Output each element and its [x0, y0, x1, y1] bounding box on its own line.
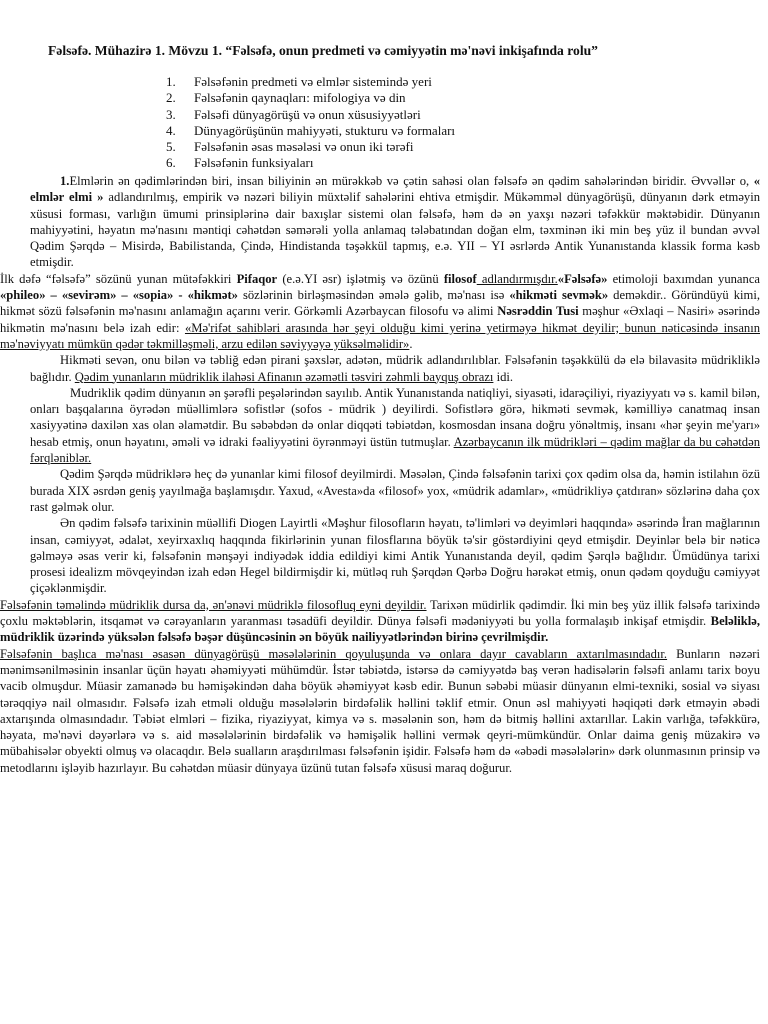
paragraph-5: Qədim Şərqdə müdriklərə heç də yunanlar kimi filosof deyilmirdi. Məsələn, Çində fəlsəfənin tarixi çox qədim olsa da, həmin istilahın özü burada XIX əsrdən geniş yayılmağa başlamışdır. Yaxud, «Avesta»da «filosof» yox, «müdrik adamlar», «müdrikliyə çatdıran» sözlərinə daha çox rast gəlmək olur. [30, 467, 760, 514]
paragraph-8: Fəlsəfənin başlıca mə'nası əsasən dünyagörüşü məsələlərinin qoyuluşunda və onlara dayır cavabların axtarılmasındadır. Bunların nəzəri mənimsənilməsinin insanlar üçün həyatı əhəmiyyəti mühümdür. İstər təbiətdə, istərsə də cəmiyyətdə baş verən hadisələrin fəlsəfi anlamı tarix boyu vacib olmuşdur. Müasir zamanədə bu həmişəkindən daha böyük əhəmiyyət kəsb edir. Bunun səbəbi müasir dünyanın elmi-texniki, sosial və siyası tərəqqiyə nail olmasıdır. Fəlsəfə izah etməli olduğu məsələlərin birdəfəlik həllini təklif etmir. Onun əsl mahiyyəti həqiqəti dərk etməyin əbədi axtarışında olmasındadır. Təbiət elmləri – fizika, riyaziyyat, kimya və s. məsələnin son, həm də bitmiş həllini axtarıllar. Lakin varlığa, təfəkkürə, həyata, mə'nəvi dəyərlərə və s. aid məsələlərinin birdəfəlik və həmişəlik həllini vermək qeyri-mümkündür. Onlar daima geniş müzakirə və mübahisələr obyekti olmuş və olacaqdır. Belə sualların araşdırılması fəlsəfənin işidir. Fəlsəfə həm də «əbədi məsələlərin» dərk olunmasının prinsip və metodlarını işləyib hazırlayır. Bu cəhətdən müasir dünyaya üzünü tutan fəlsəfə xüsusi maraq doğurur. [0, 646, 760, 775]
topic-item: 2. Fəlsəfənin qaynaqları: mifologiya və din [166, 90, 406, 106]
topic-item: 4. Dünyagörüşünün mahiyyəti, stukturu və formaları [166, 122, 456, 138]
paragraph-3: Hikməti sevən, onu bilən və təbliğ edən pirani şəxslər, adətən, müdrik adlandırılıblar. Fəlsəfənin təşəkkülü də elə bilavasitə müdrikliklə bağlıdır. Qədim yunanların müdriklik ilahəsi Afinanın əzəmətli təsviri zəhmli bayquş obrazı idi. [30, 353, 760, 384]
paragraph-4: Mudriklik qədim dünyanın ən şərəfli peşələrindən sayılıb. Antik Yunanıstanda natiqliyi, siyasəti, idarəçiliyi, riyaziyyatı və s. kamil bilən, onları başqalarına öyrədən müəllimlərə sofistlər (sofos - müdrik ) deyilirdi. Sofistlərə görə, hikməti sevmək, kəmilliyə canatmaq insan xasiyyətinə daxilən xas olan əlamətdir. Bu səbəbdən də onlar diqqəti təbiətdən, kosmosdan insana doğru yönəltmiş, insanı «hər şeyin me'yarı» hesab etmiş, onun həyatını, əməli və idraki fəaliyyətini öyrənməyi üstün tutmuşlar. Azərbaycanın ilk müdrikləri – qədim mağlar da bu cəhətdən fərqləniblər. [30, 385, 760, 466]
topic-list [166, 74, 546, 172]
topic-item: 3. Fəlsəfi dünyagörüşü və onun xüsusiyyətləri [166, 106, 421, 122]
paragraph-2: İlk dəfə “fəlsəfə” sözünü yunan mütəfəkkiri Pifaqor (e.ə.YI əsr) işlətmiş və özünü filosof adlandırmışdır.«Fəlsəfə» etimoloji baxımdan yunanca «phileo» – «sevirəm» – «sopia» - «hikmət» sözlərinin birləşməsindən əmələ gəlib, mə'nası isə «hikməti sevmək» deməkdir.. Göründüyü kimi, hikmət sözü fəlsəfənin mə'nasını anlamağın açarını verir. Görkəmli Azərbaycan filosofu və alimi Nəsrəddin Tusi məşhur «Əxlaqi – Nasiri» əsərində hikmətin mə'nasını belə izah edir: «Mə'rifət sahibləri arasında hər şeyi olduğu kimi yerinə yetirməyə hikmət deyilir; bunun nəticəsində insanın mə'nəviyyatı mümkün qədər təkmilləşməli, arzu edilən səviyyəyə yüksəlməlidir». [0, 271, 760, 351]
paragraph-1: 1.Elmlərin ən qədimlərindən biri, insan biliyinin ən mürəkkəb və çətin sahəsi olan fəlsəfə ən qədim sahələrindən biridir. Əvvəllər o, « elmlər elmi » adlandırılmış, empirik və nəzəri biliyin müxtəlif sahələrini ehtiva etmişdir. Mükəmməl dünyagörüşü, dünyanın dərk etməyin xüsusi forması, varlığın ümumi prinsiplərinə dair baxışlar sistemi olan fəlsəfə, həm də ən yaxşı nəzəri təfəkkür məktəbidir. Dünyanın mahiyyətini, həyatın mə'nasını məntiqi cəhətdən səmərəli yolla anlamaq tələbatından doğan elm, təxminən iki min beş yüz il bundan əvvəl Qədim Şərqdə – Misirdə, Babilistanda, Çində, Hindistanda təşəkkül tapmış, e.ə. YII – YI əsrlərdə Antik Yunanıstanda klassik forma kəsb etmişdir. [30, 174, 761, 270]
topic-item: 1. Fəlsəfənin predmeti və elmlər sistemində yeri [166, 74, 432, 89]
paragraph-7: Fəlsəfənin təməlində müdriklik dursa da, ən'ənəvi müdriklə filosofluq eyni deyildir. Tarixən müdirlik qədimdir. İki min beş yüz illik fəlsəfə tarixində çoxlu məktəblərin, itsqamət və cərəyanların yaranması təsadüfi deyildir. Dünya fəlsəfi mədəniyyəti bu yolla formalaşıb inkişaf etmişdir. Beləliklə, müdriklik üzərində yüksələn fəlsəfə bəşər düşüncəsinin ən böyük nailiyyətlərindən birinə çevrilmişdir. [0, 597, 760, 645]
paragraph-6: Ən qədim fəlsəfə tarixinin müəllifi Diogen Layirtli «Məşhur filosofların həyatı, tə'limləri və deyimləri haqqında» əsərində İran mağlarının insan, cəmiyyət, ədalət, xeyirxaxlıq haqqında fikirlərinin yunan filosflarına böyük tə'sir göstərdiyini qeyd etmişdir. Deyinlər belə bir nəticə gəlməyə əsas verir ki, fəlsəfənin mənşəyi indiyədək iddia edildiyi kimi Antik Yunanıstanda deyil, qədim Şərqlə bağlıdır. Ümüdünya tarixi prosesi idealizm mövqeyindən izah edən Hegel bildirmişdir ki, mütləq ruh Şərqdən Qərbə Doğru hərəkət etmiş, onun qədəm qoyduğu cəmiyyət çiçəklənmişdir. [30, 516, 760, 596]
topic-item: 5. Fəlsəfənin əsas məsələsi və onun iki tərəfi [166, 139, 414, 155]
document-body [0, 173, 761, 776]
document-title: Fəlsəfə. Mühazirə 1. Mövzu 1. “Fəlsəfə, onun predmeti və cəmiyyətin mə'nəvi inkişafında rolu” [48, 43, 598, 58]
topic-item: 6. Fəlsəfənin funksiyaları [166, 155, 314, 171]
